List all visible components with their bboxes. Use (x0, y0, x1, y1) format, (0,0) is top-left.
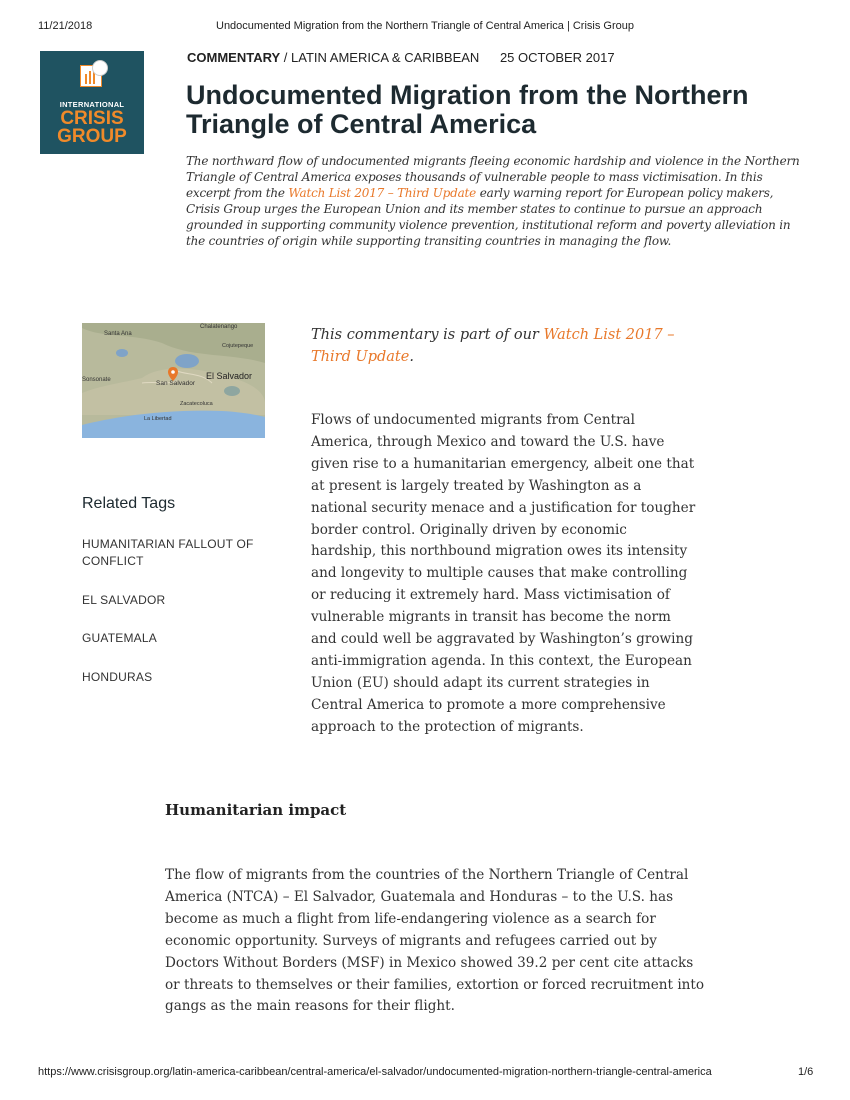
map-label: Chalatenango (200, 324, 238, 330)
body-paragraph: The flow of migrants from the countries of the Northern Triangle of Central America (NTCA) – El Salvador, Guatemala and Honduras – to the U.S. has become as much a flight from life-endangering violence as a search for economic opportunity. Surveys of migrants and refugees carried out by Doctors Without Borders (MSF) in Mexico showed 39.2 per cent cite attacks or threats to themselves or their families, extortion or forced recruitment into gangs as the main reasons for their flight. (165, 867, 705, 1015)
article-region[interactable]: LATIN AMERICA & CARIBBEAN (291, 50, 480, 65)
watch-list-link[interactable]: Watch List 2017 – Third Update (288, 186, 477, 200)
article-type[interactable]: COMMENTARY (187, 50, 281, 65)
logo-mark-icon (80, 65, 102, 87)
body-paragraph: Flows of undocumented migrants from Central America, through Mexico and toward the U.S. have given rise to a humanitarian emergency, albeit one that at present is largely treated by Washington as a national security menace and a justification for tougher border control. Originally driven by economic hardship, this northbound migration owes its intensity and longevity to multiple causes that make controlling or reducing it extremely hard. Mass victimisation of vulnerable migrants in transit has become the norm and could well be aggravated by Washington’s growing anti-immigration agenda. In this context, the European Union (EU) should adapt its current strategies in Central America to promote a more comprehensive approach to the protection of migrants. (311, 412, 696, 735)
map-label: Zacatecoluca (180, 401, 213, 407)
watch-list-link[interactable]: Watch List 2017 – Third Update (311, 327, 675, 365)
map-label: San Salvador (156, 380, 196, 387)
print-date: 11/21/2018 (38, 20, 93, 32)
tag-link[interactable]: HONDURAS (82, 670, 153, 684)
tag-link[interactable]: HUMANITARIAN FALLOUT OF CONFLICT (82, 537, 254, 568)
print-url: https://www.crisisgroup.org/latin-america-caribbean/central-america/el-salvador/undocumented-migration-northern-triangle-central-america (38, 1066, 712, 1078)
print-page-number: 1/6 (798, 1066, 814, 1078)
map-label: La Libertad (144, 416, 172, 422)
section-heading: Humanitarian impact (165, 801, 347, 819)
article-lead: The northward flow of undocumented migrants fleeing economic hardship and violence in the Northern Triangle of Central America exposes thousands of vulnerable people to mass victimisation. In this excerpt from the Watch List 2017 – Third Update early warning report for European policy makers, Crisis Group urges the European Union and its member states to continue to pursue an approach grounded in supporting community violence prevention, institutional reform and poverty alleviation in the countries of origin while supporting transiting countries in managing the flow. (186, 154, 800, 248)
map-label: Cojutepeque (222, 343, 254, 349)
tag-link[interactable]: EL SALVADOR (82, 593, 166, 607)
related-tags-heading: Related Tags (82, 495, 176, 512)
print-page-title: Undocumented Migration from the Northern Triangle of Central America | Crisis Group (216, 20, 634, 32)
map-label: El Salvador (206, 371, 253, 381)
tag-link[interactable]: GUATEMALA (82, 631, 157, 645)
article-meta: COMMENTARY / LATIN AMERICA & CARIBBEAN 25 OCTOBER 2017 (187, 50, 615, 65)
series-note: This commentary is part of our Watch List 2017 – Third Update. (311, 327, 675, 365)
location-map[interactable] (82, 323, 265, 438)
map-label: Santa Ana (104, 331, 132, 337)
map-label: Sonsonate (82, 377, 111, 383)
article-date: 25 OCTOBER 2017 (499, 50, 615, 65)
crisis-group-logo[interactable]: INTERNATIONAL CRISIS GROUP (40, 51, 144, 154)
page-title: Undocumented Migration from the Northern Triangle of Central America (186, 80, 749, 139)
